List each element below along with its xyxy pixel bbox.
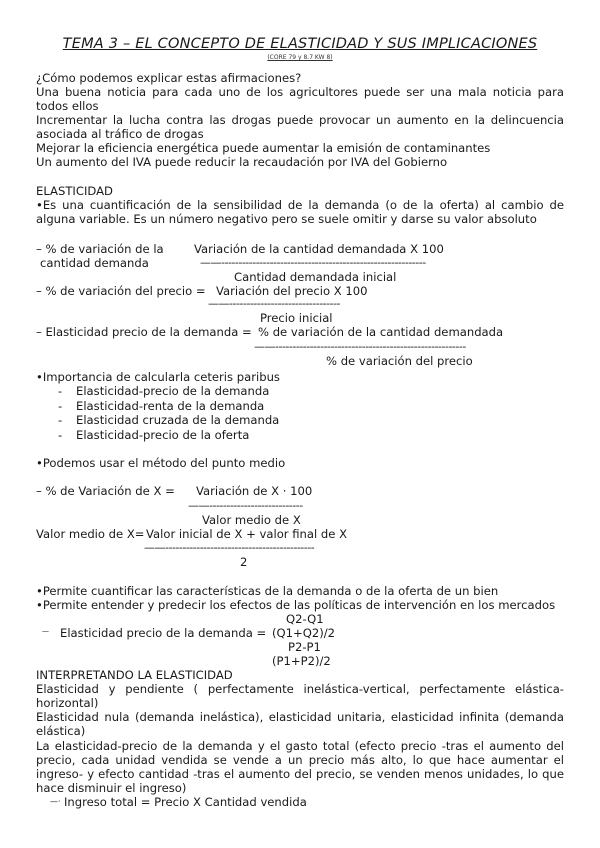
- formula-2-left: – % de variación del precio =: [36, 284, 206, 298]
- formula-2-fraction-line: ——--------------------------------: [208, 297, 341, 310]
- formula-3-left: – Elasticidad precio de la demanda =: [36, 325, 252, 339]
- formula-3-denominator: % de variación del precio: [326, 354, 473, 368]
- permite-line-2: •Permite entender y predecir los efectos de las políticas de intervención en los mercados: [36, 598, 556, 612]
- ingreso-total-formula: Ingreso total = Precio X Cantidad vendida: [64, 795, 307, 809]
- formula-6-left: Elasticidad precio de la demanda =: [60, 626, 267, 640]
- formula-3-fraction-line: ——-------------------------------------------------------: [254, 340, 466, 353]
- interpretando-arrow: —·: [50, 797, 61, 806]
- formula-2-denominator: Precio inicial: [260, 311, 333, 325]
- interpretando-paragraph-2: Elasticidad nula (demanda inelástica), elasticidad unitaria, elasticidad infinita (demanda elástica): [36, 710, 564, 738]
- permite-line-1: •Permite cuantificar las características de la demanda o de la oferta de un bien: [36, 584, 499, 598]
- list-item: - Elasticidad-renta de la demanda: [58, 398, 265, 413]
- formula-5-left: Valor medio de X=: [36, 527, 145, 541]
- formula-5-fraction-line: ——-------------------------------------------: [144, 541, 315, 554]
- formula-4-fraction-line: ——---------------------------: [188, 499, 303, 512]
- intro-statement-2: Incrementar la lucha contra las drogas puede provocar un aumento en la delincuencia asociada al tráfico de drogas: [36, 113, 564, 141]
- page-title: TEMA 3 – EL CONCEPTO DE ELASTICIDAD Y SUS IMPLICACIONES: [62, 36, 538, 52]
- importancia-list: [58, 384, 279, 442]
- intro-question: ¿Cómo podemos explicar estas afirmaciones?: [36, 71, 302, 85]
- elasticidad-definition: •Es una cuantificación de la sensibilidad de la demanda (o de la oferta) al cambio de alguna variable. Es un número negativo pero se suele omitir y darse su valor absoluto: [36, 198, 564, 226]
- punto-medio-heading: •Podemos usar el método del punto medio: [36, 456, 286, 470]
- section-heading-elasticidad: ELASTICIDAD: [36, 184, 113, 198]
- interpretando-paragraph-1: Elasticidad y pendiente ( perfectamente inelástica-vertical, perfectamente elástica-horizontal): [36, 682, 564, 710]
- list-item: - Elasticidad cruzada de la demanda: [58, 413, 280, 427]
- formula-3-numerator: % de variación de la cantidad demandada: [258, 325, 504, 339]
- importancia-heading: •Importancia de calcularla ceteris paribus: [36, 370, 280, 384]
- formula-5-numerator: Valor inicial de X + valor final de X: [146, 527, 348, 541]
- list-item: - Elasticidad-precio de la demanda: [58, 384, 270, 398]
- list-item: - Elasticidad-precio de la oferta: [58, 427, 250, 442]
- formula-1-denominator: Cantidad demandada inicial: [234, 270, 397, 284]
- intro-statement-3: Mejorar la eficiencia energética puede aumentar la emisión de contaminantes: [36, 141, 491, 155]
- formula-4-denominator: Valor medio de X: [202, 513, 301, 527]
- formula-6-denominator-top: P2-P1: [288, 640, 321, 654]
- formula-1-left-a: – % de variación de la: [36, 242, 164, 256]
- formula-1-numerator: Variación de la cantidad demandada X 100: [194, 242, 444, 256]
- formula-4-numerator: Variación de X · 100: [196, 484, 313, 498]
- formula-5-denominator: 2: [240, 555, 248, 569]
- formula-6-arrow: —: [42, 627, 49, 635]
- page-subtitle: (CORE 79 y 8.7 KW 8): [267, 54, 333, 61]
- formula-1-left-b: cantidad demanda: [40, 256, 149, 270]
- interpretando-paragraph-3: La elasticidad-precio de la demanda y el gasto total (efecto precio -tras el aumento del precio, cada unidad vendida se vende a un precio más alto, lo que hace aumentar el ingreso- y efecto cantidad -tras el aumento del precio, se venden menos unidades, lo que hace disminuir el ingreso): [36, 739, 564, 795]
- formula-1-fraction-line: ——-----------------------------------------------------------: [200, 256, 426, 269]
- formula-2-numerator: Variación del precio X 100: [216, 284, 368, 298]
- intro-statement-4: Un aumento del IVA puede reducir la recaudación por IVA del Gobierno: [36, 155, 448, 169]
- interpretando-heading: INTERPRETANDO LA ELASTICIDAD: [36, 668, 233, 682]
- formula-4-left: – % de Variación de X =: [36, 484, 175, 498]
- formula-6-denominator-bottom: (P1+P2)/2: [272, 654, 331, 668]
- formula-6-numerator-bottom: (Q1+Q2)/2: [272, 626, 336, 640]
- intro-statement-1: Una buena noticia para cada uno de los agricultores puede ser una mala noticia para todos ellos: [36, 85, 564, 113]
- formula-6-numerator-top: Q2-Q1: [286, 612, 324, 626]
